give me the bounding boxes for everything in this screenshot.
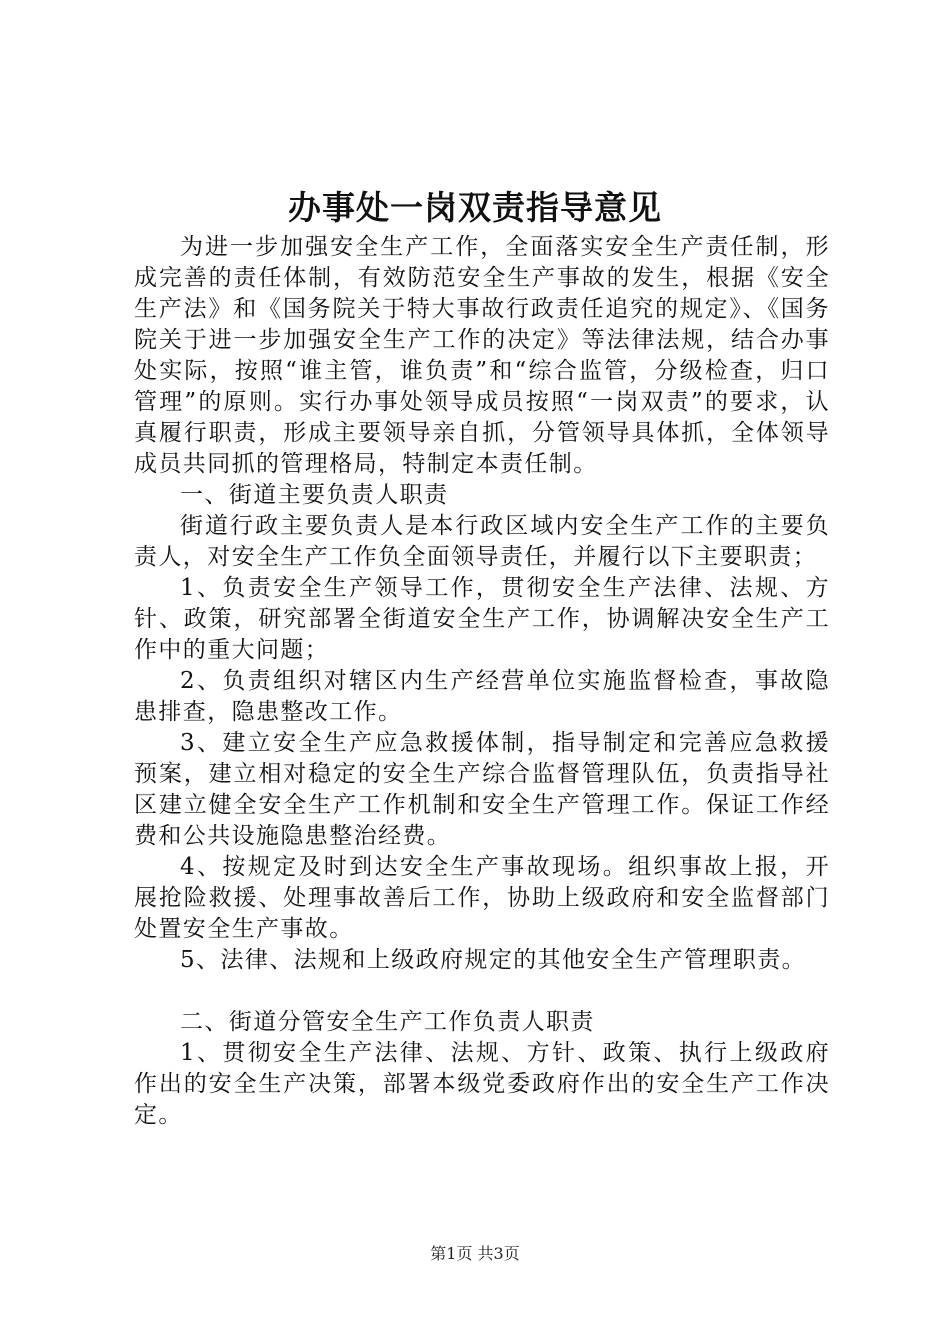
duty-item-2: 2、负责组织对辖区内生产经营单位实施监督检查，事故隐患排查，隐患整改工作。 (134, 668, 830, 725)
section-2-item-1: 1、贯彻安全生产法律、法规、方针、政策、执行上级政府作出的安全生产决策，部署本级党委政府作出的安全生产工作决定。 (134, 1040, 830, 1128)
section-heading-2: 二、街道分管安全生产工作负责人职责 (180, 1009, 595, 1035)
duty-item-4: 4、按规定及时到达安全生产事故现场。组织事故上报，开展抢险救援、处理事故善后工作，协助上级政府和安全监督部门处置安全生产事故。 (134, 854, 830, 942)
section-heading-1: 一、街道主要负责人职责 (180, 482, 449, 508)
document-body (134, 232, 830, 1131)
duty-item-1: 1、负责安全生产领导工作，贯彻安全生产法律、法规、方针、政策，研究部署全街道安全生产工作，协调解决安全生产工作中的重大问题； (134, 575, 830, 663)
document-title: 办事处一岗双责指导意见 (288, 188, 662, 227)
intro-paragraph: 为进一步加强安全生产工作，全面落实安全生产责任制，形成完善的责任体制，有效防范安全生产事故的发生，根据《安全生产法》和《国务院关于特大事故行政责任追究的规定》、《国务院关于进一步加强安全生产工作的决定》等法律法规，结合办事处实际，按照“谁主管，谁负责”和“综合监管，分级检查，归口管理”的原则。实行办事处领导成员按照“一岗双责”的要求，认真履行职责，形成主要领导亲自抓，分管领导具体抓，全体领导成员共同抓的管理格局，特制定本责任制。 (134, 234, 830, 477)
duty-item-3: 3、建立安全生产应急救援体制，指导制定和完善应急救援预案，建立相对稳定的安全生产综合监督管理队伍，负责指导社区建立健全安全生产工作机制和安全生产管理工作。保证工作经费和公共设施隐患整治经费。 (134, 730, 830, 849)
section-1-paragraph: 街道行政主要负责人是本行政区域内安全生产工作的主要负责人，对安全生产工作负全面领导责任，并履行以下主要职责； (134, 513, 830, 570)
duty-item-5: 5、法律、法规和上级政府规定的其他安全生产管理职责。 (180, 947, 807, 973)
page-number-footer: 第1页 共3页 (430, 1244, 520, 1263)
